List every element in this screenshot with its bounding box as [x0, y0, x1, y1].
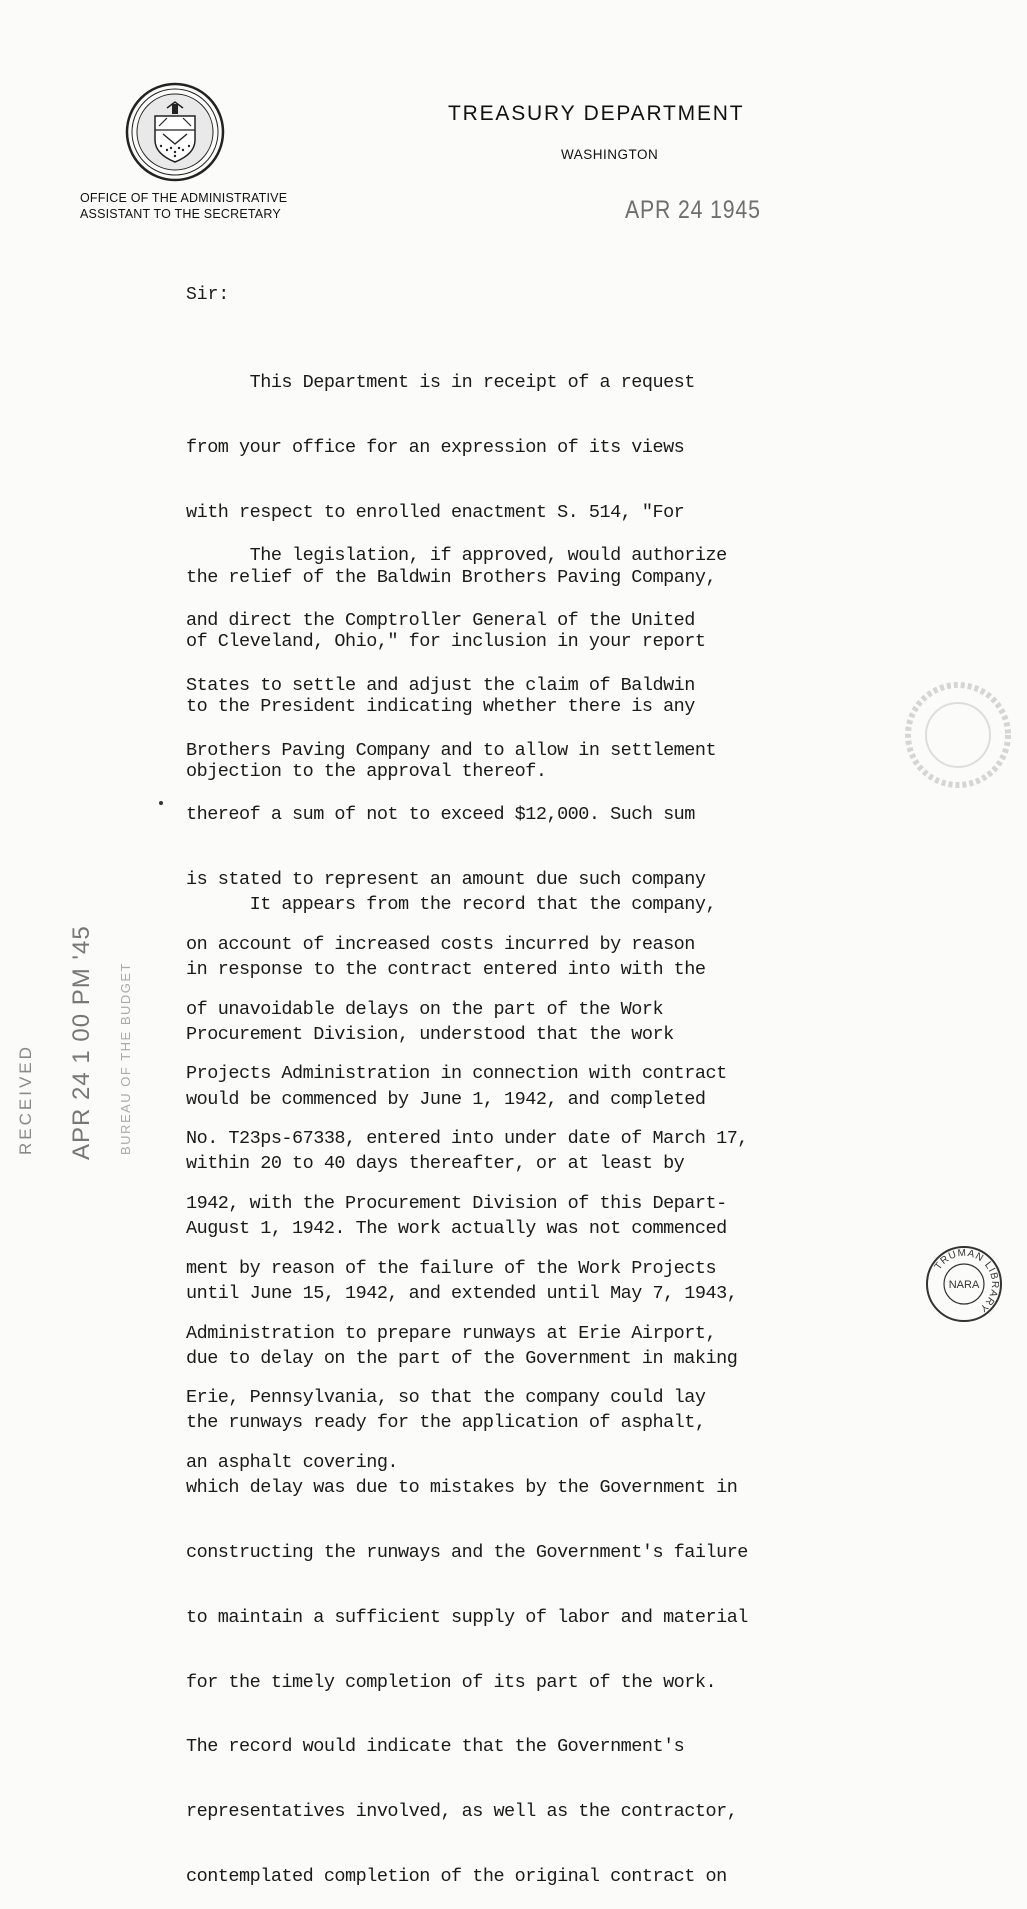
received-stamp-date: APR 24 1 00 PM '45	[68, 925, 95, 1160]
salutation: Sir:	[186, 285, 230, 305]
received-stamp-title: RECEIVED	[16, 1044, 35, 1155]
paragraph-line: which delay was due to mistakes by the Government in	[186, 1477, 738, 1499]
paragraph-line: Procurement Division, understood that the work	[186, 1023, 674, 1045]
paragraph-line: Brothers Paving Company and to allow in settlement	[186, 739, 717, 761]
date-stamp: APR 24 1945	[625, 196, 761, 224]
department-city: WASHINGTON	[561, 147, 659, 162]
paragraph-line: 1942, with the Procurement Division of this Depart-	[186, 1193, 727, 1214]
paragraph-line: to the President indicating whether there is any	[186, 696, 695, 718]
paragraph-line: from your office for an expression of its views	[186, 436, 685, 458]
paragraph-line: the relief of the Baldwin Brothers Paving Company,	[186, 566, 717, 588]
library-seal-icon	[925, 1245, 1003, 1323]
paragraph-line: the runways ready for the application of asphalt,	[186, 1412, 706, 1434]
paragraph-line: Administration to prepare runways at Erie Airport,	[186, 1322, 717, 1344]
received-stamp	[10, 925, 170, 1170]
paragraph-3	[186, 851, 886, 1909]
paragraph-line: thereof a sum of not to exceed $12,000. Such sum	[186, 804, 695, 826]
office-line-2: ASSISTANT TO THE SECRETARY	[80, 207, 281, 221]
received-stamp-bureau: BUREAU OF THE BUDGET	[118, 961, 133, 1155]
paragraph-line: would be commenced by June 1, 1942, and completed	[186, 1088, 706, 1110]
paragraph-line: This Department is in receipt of a request	[186, 372, 695, 394]
paragraph-line: until June 15, 1942, and extended until May 7, 1943,	[186, 1282, 738, 1304]
paragraph-line: of Cleveland, Ohio," for inclusion in your report	[186, 631, 706, 653]
paragraph-line: representatives involved, as well as the contractor,	[186, 1801, 738, 1823]
paragraph-line: is stated to represent an amount due such company	[186, 869, 706, 891]
paragraph-line: No. T23ps-67338, entered into under date of March 17,	[186, 1128, 748, 1150]
paragraph-line: August 1, 1942. The work actually was not commenced	[186, 1218, 727, 1240]
paragraph-line: The legislation, if approved, would authorize	[186, 545, 727, 567]
paragraph-line: an asphalt covering.	[186, 1452, 399, 1474]
paragraph-line: in response to the contract entered into with the	[186, 958, 706, 980]
paragraph-line: States to settle and adjust the claim of Baldwin	[186, 674, 695, 696]
paragraph-line: due to delay on the part of the Government in making	[186, 1347, 738, 1369]
paragraph-line: and direct the Comptroller General of the United	[186, 609, 695, 631]
margin-dot	[159, 801, 163, 805]
paragraph-line: Erie, Pennsylvania, so that the company could lay	[186, 1387, 706, 1409]
paragraph-line: contemplated completion of the original contract on	[186, 1865, 727, 1887]
department-title: TREASURY DEPARTMENT	[448, 102, 745, 125]
faint-circular-stamp-icon	[898, 680, 1018, 790]
library-stamp-center: NARA	[948, 1279, 980, 1291]
paragraph-line: The record would indicate that the Government's	[186, 1736, 685, 1758]
office-line-1: OFFICE OF THE ADMINISTRATIVE	[80, 191, 288, 205]
paragraph-line: ment by reason of the failure of the Work Projects	[186, 1257, 717, 1279]
paragraph-line: to maintain a sufficient supply of labor and material	[186, 1606, 748, 1628]
paragraph-line: within 20 to 40 days thereafter, or at least by	[186, 1153, 685, 1175]
treasury-seal-icon	[125, 82, 225, 182]
library-stamp	[925, 1245, 1003, 1323]
paragraph-line: on account of increased costs incurred by reason	[186, 933, 695, 955]
paragraph-line: constructing the runways and the Government's failure	[186, 1542, 748, 1563]
paragraph-line: for the timely completion of its part of the work.	[186, 1671, 717, 1693]
office-heading	[80, 190, 300, 222]
paragraph-line: of unavoidable delays on the part of the Work	[186, 998, 664, 1020]
library-stamp-text: TRUMAN LIBRARY	[932, 1247, 1001, 1315]
paragraph-line: objection to the approval thereof.	[186, 760, 547, 782]
paragraph-line: Projects Administration in connection with contract	[186, 1063, 727, 1085]
paragraph-line: with respect to enrolled enactment S. 514, "For	[186, 501, 685, 523]
paragraph-line: It appears from the record that the company,	[186, 894, 717, 916]
